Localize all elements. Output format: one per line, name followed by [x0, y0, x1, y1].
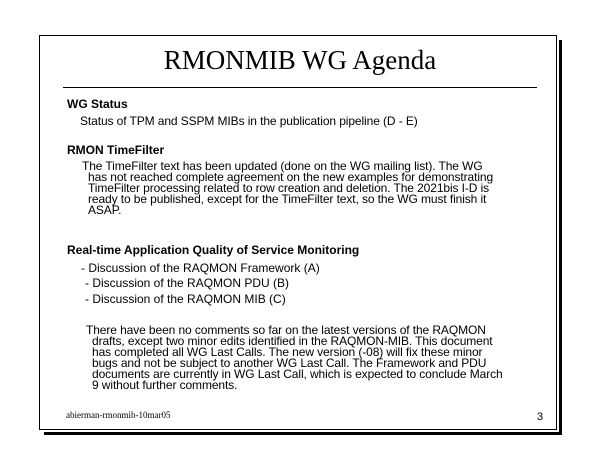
timefilter-line: has not reached complete agreement on the new examples for demonstrating — [88, 170, 494, 184]
timefilter-line: The TimeFilter text has been updated (done on the WG mailing list). The WG — [82, 159, 483, 173]
section-heading-raqmon: Real-time Application Quality of Service Monitoring — [67, 243, 360, 257]
wg-status-text — [80, 115, 418, 127]
raqmon-line: bugs and not be subject to another WG Last Call. The Framework and PDU — [92, 356, 487, 370]
title-underline — [63, 87, 537, 88]
raqmon-line: documents are currently in WG Last Call, which is expected to conclude March — [92, 367, 503, 381]
raqmon-line: has completed all WG Last Calls. The new version (-08) will fix these minor — [92, 345, 483, 359]
timefilter-line: ready to be published, except for the TimeFilter text, so the WG must finish it — [88, 192, 487, 206]
raqmon-line: 9 without further comments. — [92, 378, 238, 392]
timefilter-line: TimeFilter processing related to row creation and deletion. The 2021bis I-D is — [88, 181, 490, 195]
page-number: 3 — [537, 411, 544, 423]
list-item: - Discussion of the RAQMON MIB (C) — [85, 292, 286, 306]
timefilter-paragraph — [82, 161, 493, 216]
timefilter-line: ASAP. — [88, 203, 122, 217]
raqmon-line: drafts, except two minor edits identified in the RAQMON-MIB. This document — [92, 334, 493, 348]
list-item: - Discussion of the RAQMON Framework (A) — [81, 261, 320, 275]
section-heading-wg-status: WG Status — [67, 97, 128, 111]
slide-title: RMONMIB WG Agenda — [163, 45, 437, 75]
raqmon-line: There have been no comments so far on the latest versions of the RAQMON — [86, 323, 486, 337]
wg-status-line: Status of TPM and SSPM MIBs in the publication pipeline (D - E) — [80, 114, 418, 128]
raqmon-paragraph — [86, 325, 503, 391]
section-heading-rmon-timefilter: RMON TimeFilter — [67, 143, 165, 157]
list-item: - Discussion of the RAQMON PDU (B) — [85, 276, 290, 290]
footer-source-label: abierman-rmonmib-10mar05 — [66, 410, 171, 420]
